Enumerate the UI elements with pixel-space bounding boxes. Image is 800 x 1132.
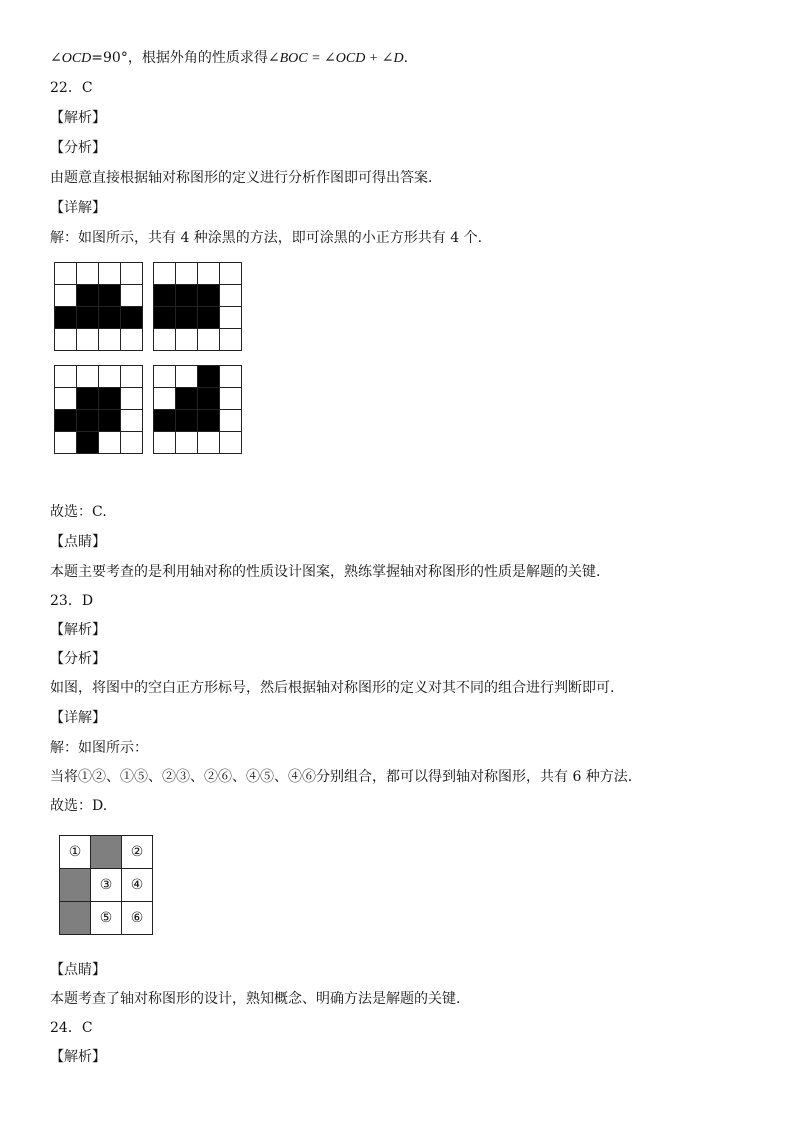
shaded-cell — [121, 307, 143, 329]
q22-xiangjie-heading: 【详解】 — [50, 200, 106, 216]
numbered-square: ④ — [122, 869, 153, 902]
empty-cell — [154, 329, 176, 351]
empty-cell — [220, 410, 242, 432]
q23-xiangjie-text-1: 解：如图所示： — [50, 740, 148, 756]
shaded-cell — [77, 285, 99, 307]
q22-jiexi-heading: 【解析】 — [50, 110, 106, 126]
q24-jiexi-heading: 【解析】 — [50, 1049, 106, 1065]
shaded-cell — [77, 432, 99, 454]
grid-figure-1 — [54, 262, 143, 351]
numbered-square: ⑥ — [122, 902, 153, 935]
grid-figure-4 — [153, 365, 242, 454]
q23-fenxi-heading: 【分析】 — [50, 651, 106, 667]
empty-cell — [77, 263, 99, 285]
empty-cell — [121, 329, 143, 351]
empty-cell — [154, 366, 176, 388]
numbered-grid-figure — [59, 835, 153, 935]
empty-cell — [176, 263, 198, 285]
q22-dianjing-text: 本题主要考查的是利用轴对称的性质设计图案，熟练掌握轴对称图形的性质是解题的关键. — [50, 564, 601, 580]
period: . — [403, 50, 409, 66]
shaded-cell — [198, 285, 220, 307]
empty-cell — [121, 410, 143, 432]
q23-dianjing-heading: 【点睛】 — [50, 962, 106, 978]
shaded-cell — [99, 307, 121, 329]
empty-cell — [99, 366, 121, 388]
empty-cell — [121, 366, 143, 388]
shaded-cell — [77, 388, 99, 410]
empty-cell — [99, 263, 121, 285]
shaded-cell — [77, 410, 99, 432]
empty-cell — [99, 329, 121, 351]
shaded-cell — [176, 285, 198, 307]
empty-cell — [55, 285, 77, 307]
empty-cell — [121, 285, 143, 307]
q22-fenxi-heading: 【分析】 — [50, 140, 106, 156]
empty-cell — [121, 432, 143, 454]
gray-square — [60, 902, 91, 935]
empty-cell — [77, 329, 99, 351]
empty-cell — [220, 366, 242, 388]
empty-cell — [99, 432, 121, 454]
q22-xiangjie-text: 解：如图所示，共有 4 种涂黑的方法，即可涂黑的小正方形共有 4 个. — [50, 230, 483, 246]
empty-cell — [176, 329, 198, 351]
shaded-cell — [176, 410, 198, 432]
empty-cell — [176, 366, 198, 388]
empty-cell — [77, 366, 99, 388]
empty-cell — [55, 388, 77, 410]
shaded-cell — [154, 307, 176, 329]
empty-cell — [198, 432, 220, 454]
empty-cell — [198, 263, 220, 285]
q22-answer-choice: 故选：C. — [50, 504, 107, 520]
q22-answer: 22．C — [50, 80, 93, 96]
q23-xiangjie-text-2: 当将①②、①⑤、②③、②⑥、④⑤、④⑥分别组合，都可以得到轴对称图形，共有 6 种方法. — [50, 769, 633, 785]
empty-cell — [154, 432, 176, 454]
shaded-cell — [99, 285, 121, 307]
shaded-cell — [198, 307, 220, 329]
empty-cell — [220, 329, 242, 351]
q22-dianjing-heading: 【点睛】 — [50, 534, 106, 550]
numbered-square: ③ — [91, 869, 122, 902]
grid-figure-2 — [153, 262, 242, 351]
q24-answer: 24．C — [50, 1020, 93, 1036]
empty-cell — [55, 432, 77, 454]
empty-cell — [220, 388, 242, 410]
q23-jiexi-heading: 【解析】 — [50, 622, 106, 638]
empty-cell — [220, 307, 242, 329]
gray-square — [60, 869, 91, 902]
empty-cell — [176, 432, 198, 454]
shaded-cell — [99, 410, 121, 432]
angle-ocd: ∠OCD — [50, 51, 92, 66]
q23-answer-choice: 故选：D. — [50, 798, 108, 814]
shaded-cell — [154, 285, 176, 307]
shaded-cell — [99, 388, 121, 410]
shaded-cell — [176, 307, 198, 329]
q23-answer: 23．D — [50, 593, 94, 609]
empty-cell — [55, 263, 77, 285]
shaded-cell — [176, 388, 198, 410]
numbered-square: ⑤ — [91, 902, 122, 935]
shaded-cell — [154, 410, 176, 432]
numbered-square: ① — [60, 836, 91, 869]
empty-cell — [55, 366, 77, 388]
shaded-cell — [198, 366, 220, 388]
empty-cell — [154, 263, 176, 285]
q23-xiangjie-heading: 【详解】 — [50, 710, 106, 726]
empty-cell — [220, 432, 242, 454]
empty-cell — [121, 263, 143, 285]
shaded-cell — [198, 410, 220, 432]
empty-cell — [220, 263, 242, 285]
empty-cell — [220, 285, 242, 307]
gray-square — [91, 836, 122, 869]
shaded-cell — [198, 388, 220, 410]
q23-dianjing-text: 本题考查了轴对称图形的设计，熟知概念、明确方法是解题的关键. — [50, 991, 461, 1007]
empty-cell — [121, 388, 143, 410]
empty-cell — [154, 388, 176, 410]
empty-cell — [55, 329, 77, 351]
angle-equation: ∠BOC = ∠OCD + ∠D — [267, 51, 404, 66]
q22-fenxi-text: 由题意直接根据轴对称图形的定义进行分析作图即可得出答案. — [50, 170, 433, 186]
formula-line — [50, 48, 408, 69]
shaded-cell — [55, 307, 77, 329]
numbered-square: ② — [122, 836, 153, 869]
grid-figure-3 — [54, 365, 143, 454]
formula-text: =90°，根据外角的性质求得 — [91, 50, 268, 66]
empty-cell — [198, 329, 220, 351]
q23-fenxi-text: 如图，将图中的空白正方形标号，然后根据轴对称图形的定义对其不同的组合进行判断即可. — [50, 680, 615, 696]
shaded-cell — [55, 410, 77, 432]
shaded-cell — [77, 307, 99, 329]
